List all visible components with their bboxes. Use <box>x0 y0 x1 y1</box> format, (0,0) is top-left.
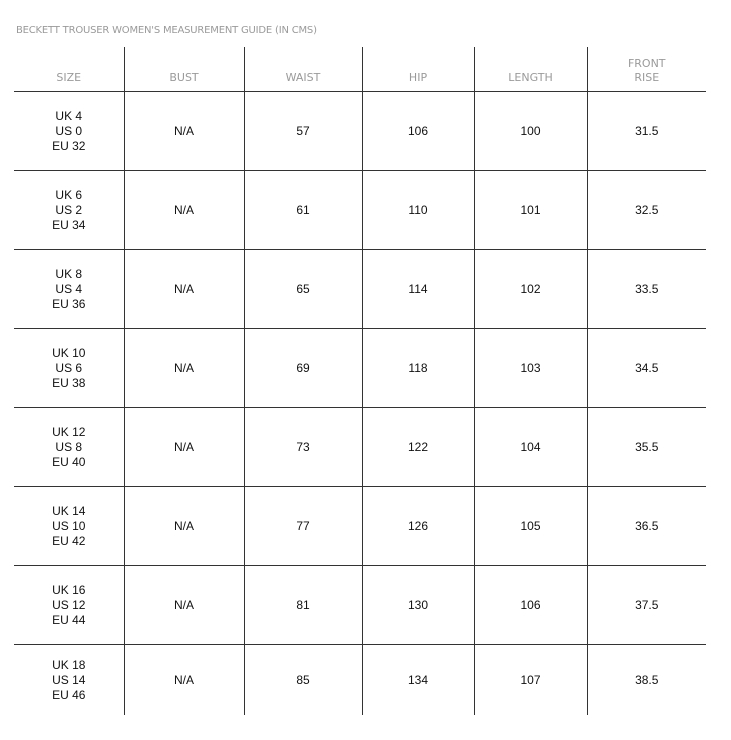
measurement-table <box>14 47 706 715</box>
hip-cell: 130 <box>362 566 474 645</box>
bust-cell: N/A <box>124 250 244 329</box>
table-header-row <box>14 47 706 92</box>
size-eu: EU 44 <box>52 612 86 627</box>
length-cell: 105 <box>474 487 587 566</box>
length-cell: 104 <box>474 408 587 487</box>
bust-cell: N/A <box>124 171 244 250</box>
header-front-rise-line2: RISE <box>634 71 660 84</box>
size-eu: EU 40 <box>52 454 86 469</box>
size-uk: UK 8 <box>55 266 83 281</box>
hip-cell: 126 <box>362 487 474 566</box>
waist-cell: 81 <box>244 566 362 645</box>
size-uk: UK 12 <box>52 424 86 439</box>
hip-cell: 134 <box>362 645 474 716</box>
length-cell: 103 <box>474 329 587 408</box>
waist-cell: 61 <box>244 171 362 250</box>
size-uk: UK 10 <box>52 345 86 360</box>
size-cell <box>14 408 124 487</box>
front-rise-cell: 36.5 <box>587 487 706 566</box>
front-rise-cell: 37.5 <box>587 566 706 645</box>
hip-cell: 110 <box>362 171 474 250</box>
size-eu: EU 36 <box>52 296 86 311</box>
size-eu: EU 42 <box>52 533 86 548</box>
front-rise-cell: 33.5 <box>587 250 706 329</box>
size-eu: EU 46 <box>52 687 86 702</box>
size-eu: EU 34 <box>52 217 86 232</box>
size-us: US 10 <box>52 518 86 533</box>
length-cell: 107 <box>474 645 587 716</box>
size-uk: UK 16 <box>52 582 86 597</box>
length-cell: 106 <box>474 566 587 645</box>
size-us: US 0 <box>55 123 83 138</box>
size-us: US 6 <box>55 360 83 375</box>
table-row <box>14 171 706 250</box>
front-rise-cell: 34.5 <box>587 329 706 408</box>
front-rise-cell: 38.5 <box>587 645 706 716</box>
front-rise-cell: 35.5 <box>587 408 706 487</box>
waist-cell: 69 <box>244 329 362 408</box>
size-cell <box>14 250 124 329</box>
size-cell <box>14 566 124 645</box>
hip-cell: 118 <box>362 329 474 408</box>
header-length: LENGTH <box>474 47 587 92</box>
hip-cell: 114 <box>362 250 474 329</box>
waist-cell: 85 <box>244 645 362 716</box>
front-rise-cell: 31.5 <box>587 92 706 171</box>
size-uk: UK 18 <box>52 657 86 672</box>
header-size: SIZE <box>14 47 124 92</box>
size-us: US 8 <box>55 439 83 454</box>
size-us: US 4 <box>55 281 83 296</box>
hip-cell: 122 <box>362 408 474 487</box>
size-uk: UK 6 <box>55 187 83 202</box>
bust-cell: N/A <box>124 408 244 487</box>
waist-cell: 65 <box>244 250 362 329</box>
size-uk: UK 4 <box>55 108 83 123</box>
size-cell <box>14 487 124 566</box>
page-title: BECKETT TROUSER WOMEN'S MEASUREMENT GUIDE (IN CMS) <box>16 25 317 36</box>
size-us: US 14 <box>52 672 86 687</box>
table-row <box>14 487 706 566</box>
bust-cell: N/A <box>124 645 244 716</box>
length-cell: 102 <box>474 250 587 329</box>
size-us: US 12 <box>52 597 86 612</box>
header-hip: HIP <box>362 47 474 92</box>
hip-cell: 106 <box>362 92 474 171</box>
size-eu: EU 32 <box>52 138 86 153</box>
header-waist: WAIST <box>244 47 362 92</box>
bust-cell: N/A <box>124 92 244 171</box>
waist-cell: 73 <box>244 408 362 487</box>
table-row <box>14 645 706 716</box>
size-cell <box>14 92 124 171</box>
table-row <box>14 329 706 408</box>
size-us: US 2 <box>55 202 83 217</box>
header-bust: BUST <box>124 47 244 92</box>
header-front-rise <box>587 47 706 92</box>
bust-cell: N/A <box>124 487 244 566</box>
front-rise-cell: 32.5 <box>587 171 706 250</box>
table-row <box>14 250 706 329</box>
table-row <box>14 92 706 171</box>
waist-cell: 77 <box>244 487 362 566</box>
size-uk: UK 14 <box>52 503 86 518</box>
waist-cell: 57 <box>244 92 362 171</box>
table-row <box>14 566 706 645</box>
size-cell <box>14 645 124 716</box>
length-cell: 100 <box>474 92 587 171</box>
length-cell: 101 <box>474 171 587 250</box>
size-cell <box>14 329 124 408</box>
header-front-rise-line1: FRONT <box>627 57 666 70</box>
size-cell <box>14 171 124 250</box>
bust-cell: N/A <box>124 566 244 645</box>
size-eu: EU 38 <box>52 375 86 390</box>
bust-cell: N/A <box>124 329 244 408</box>
table-row <box>14 408 706 487</box>
